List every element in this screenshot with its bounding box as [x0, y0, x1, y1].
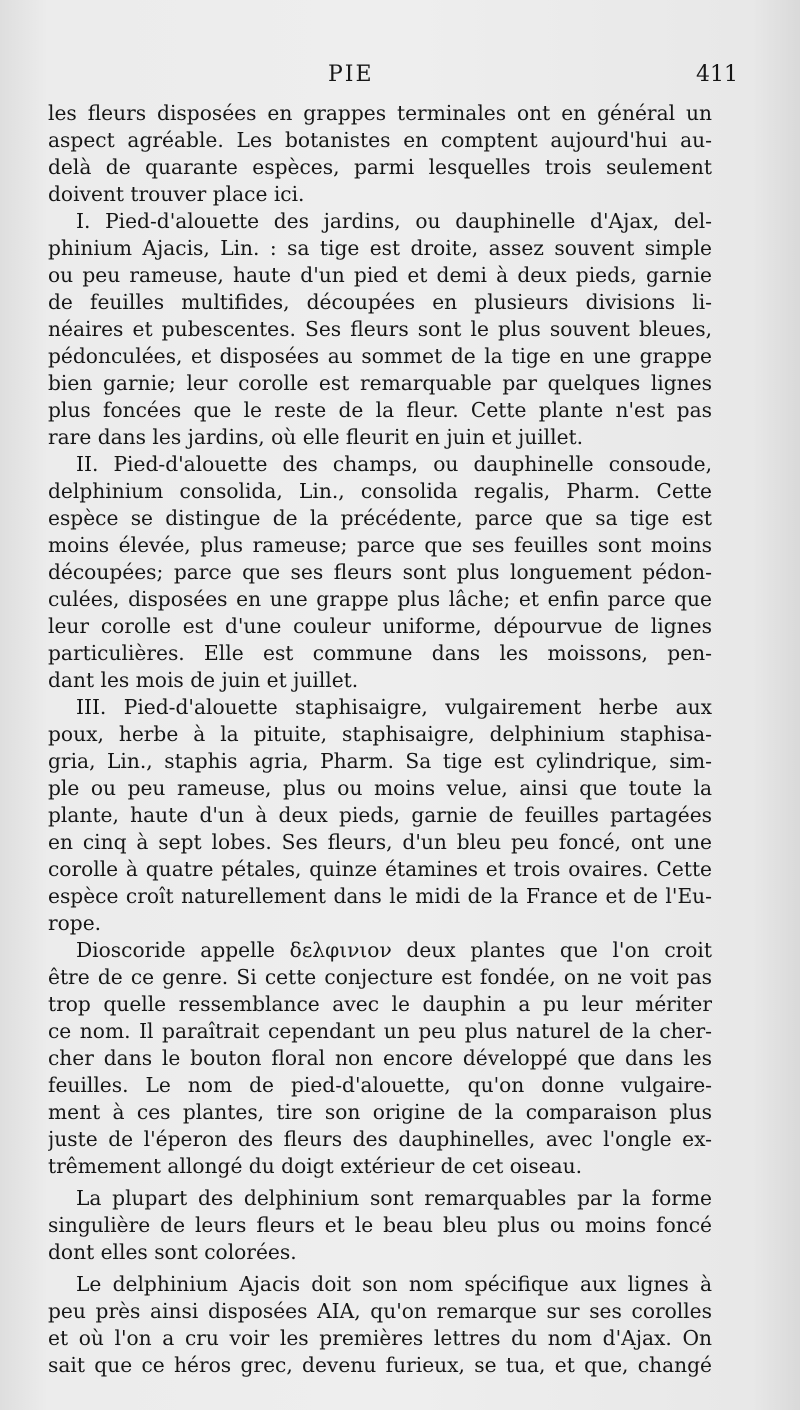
- text-line: Dioscoride appelle δελφινιον deux plantes que l'on croit: [76, 938, 712, 962]
- text-line: bien garnie; leur corolle est remarquable par quelques lignes: [48, 371, 712, 395]
- text-line: ment à ces plantes, tire son origine de la comparaison plus: [48, 1100, 712, 1124]
- text-line: trêmement allongé du doigt extérieur de cet oiseau.: [48, 1154, 583, 1178]
- text-line: rare dans les jardins, où elle fleurit en juin et juillet.: [48, 425, 584, 449]
- paragraph-species-3: [48, 694, 712, 937]
- text-line: cher dans le bouton floral non encore développé que dans les: [48, 1046, 712, 1070]
- text-line: II. Pied-d'alouette des champs, ou dauphinelle consoude,: [76, 452, 712, 476]
- running-title: PIE: [328, 62, 374, 87]
- text-line: poux, herbe à la pituite, staphisaigre, delphinium staphisa-: [48, 722, 712, 746]
- paragraph-etymology: [48, 937, 712, 1180]
- text-line: singulière de leurs fleurs et le beau bleu plus ou moins foncé: [48, 1213, 712, 1237]
- text-line: doivent trouver place ici.: [48, 182, 305, 206]
- text-line: être de ce genre. Si cette conjecture est fondée, on ne voit pas: [48, 965, 712, 989]
- text-line: peu près ainsi disposées AIA, qu'on remarque sur ses corolles: [48, 1299, 712, 1323]
- text-line: Le delphinium Ajacis doit son nom spécifique aux lignes à: [76, 1272, 712, 1296]
- text-line: plante, haute d'un à deux pieds, garnie de feuilles partagées: [48, 803, 712, 827]
- text-line: ple ou peu rameuse, plus ou moins velue, ainsi que toute la: [48, 776, 712, 800]
- text-line: phinium Ajacis, Lin. : sa tige est droite, assez souvent simple: [48, 236, 712, 260]
- paragraph-species-2: [48, 451, 712, 694]
- text-line: de feuilles multifides, découpées en plusieurs divisions li-: [48, 290, 712, 314]
- text-line: juste de l'éperon des fleurs des dauphinelles, avec l'ongle ex-: [48, 1127, 712, 1151]
- text-line: et où l'on a cru voir les premières lettres du nom d'Ajax. On: [48, 1326, 712, 1350]
- paragraph-ajax: [48, 1271, 712, 1379]
- text-line: pédonculées, et disposées au sommet de la tige en une grappe: [48, 344, 712, 368]
- text-line: ou peu rameuse, haute d'un pied et demi à deux pieds, garnie: [48, 263, 712, 287]
- text-line: corolle à quatre pétales, quinze étamines et trois ovaires. Cette: [48, 857, 712, 881]
- text-line: dont elles sont colorées.: [48, 1240, 297, 1264]
- paragraph-intro: [48, 100, 712, 208]
- text-line: aspect agréable. Les botanistes en comptent aujourd'hui au-: [48, 128, 712, 152]
- paragraph-species-1: [48, 208, 712, 451]
- text-line: delphinium consolida, Lin., consolida regalis, Pharm. Cette: [48, 479, 712, 503]
- text-line: ce nom. Il paraîtrait cependant un peu plus naturel de la cher-: [48, 1019, 712, 1043]
- text-line: sait que ce héros grec, devenu furieux, se tua, et que, changé: [48, 1353, 712, 1377]
- text-line: moins élevée, plus rameuse; parce que ses feuilles sont moins: [48, 533, 712, 557]
- text-line: culées, disposées en une grappe plus lâche; et enfin parce que: [48, 587, 712, 611]
- text-line: leur corolle est d'une couleur uniforme, dépourvue de lignes: [48, 614, 712, 638]
- text-line: en cinq à sept lobes. Ses fleurs, d'un bleu peu foncé, ont une: [48, 830, 712, 854]
- text-line: feuilles. Le nom de pied-d'alouette, qu'on donne vulgaire-: [48, 1073, 712, 1097]
- text-line: les fleurs disposées en grappes terminales ont en général un: [48, 101, 712, 125]
- text-line: I. Pied-d'alouette des jardins, ou dauphinelle d'Ajax, del-: [76, 209, 712, 233]
- text-line: delà de quarante espèces, parmi lesquelles trois seulement: [48, 155, 712, 179]
- text-line: néaires et pubescentes. Ses fleurs sont le plus souvent bleues,: [48, 317, 712, 341]
- page-number: 411: [696, 62, 738, 87]
- text-line: espèce se distingue de la précédente, parce que sa tige est: [48, 506, 712, 530]
- text-line: plus foncées que le reste de la fleur. Cette plante n'est pas: [48, 398, 712, 422]
- text-line: dant les mois de juin et juillet.: [48, 668, 359, 692]
- text-line: trop quelle ressemblance avec le dauphin a pu leur mériter: [48, 992, 712, 1016]
- text-line: particulières. Elle est commune dans les moissons, pen-: [48, 641, 712, 665]
- text-line: découpées; parce que ses fleurs sont plus longuement pédon-: [48, 560, 712, 584]
- text-line: rope.: [48, 911, 102, 935]
- text-line: III. Pied-d'alouette staphisaigre, vulgairement herbe aux: [76, 695, 712, 719]
- page-header: [48, 62, 738, 96]
- text-body: [48, 100, 712, 1379]
- text-line: gria, Lin., staphis agria, Pharm. Sa tige est cylindrique, sim-: [48, 749, 712, 773]
- paragraph-remarkable: [48, 1185, 712, 1266]
- text-line: espèce croît naturellement dans le midi de la France et de l'Eu-: [48, 884, 712, 908]
- text-line: La plupart des delphinium sont remarquables par la forme: [76, 1186, 712, 1210]
